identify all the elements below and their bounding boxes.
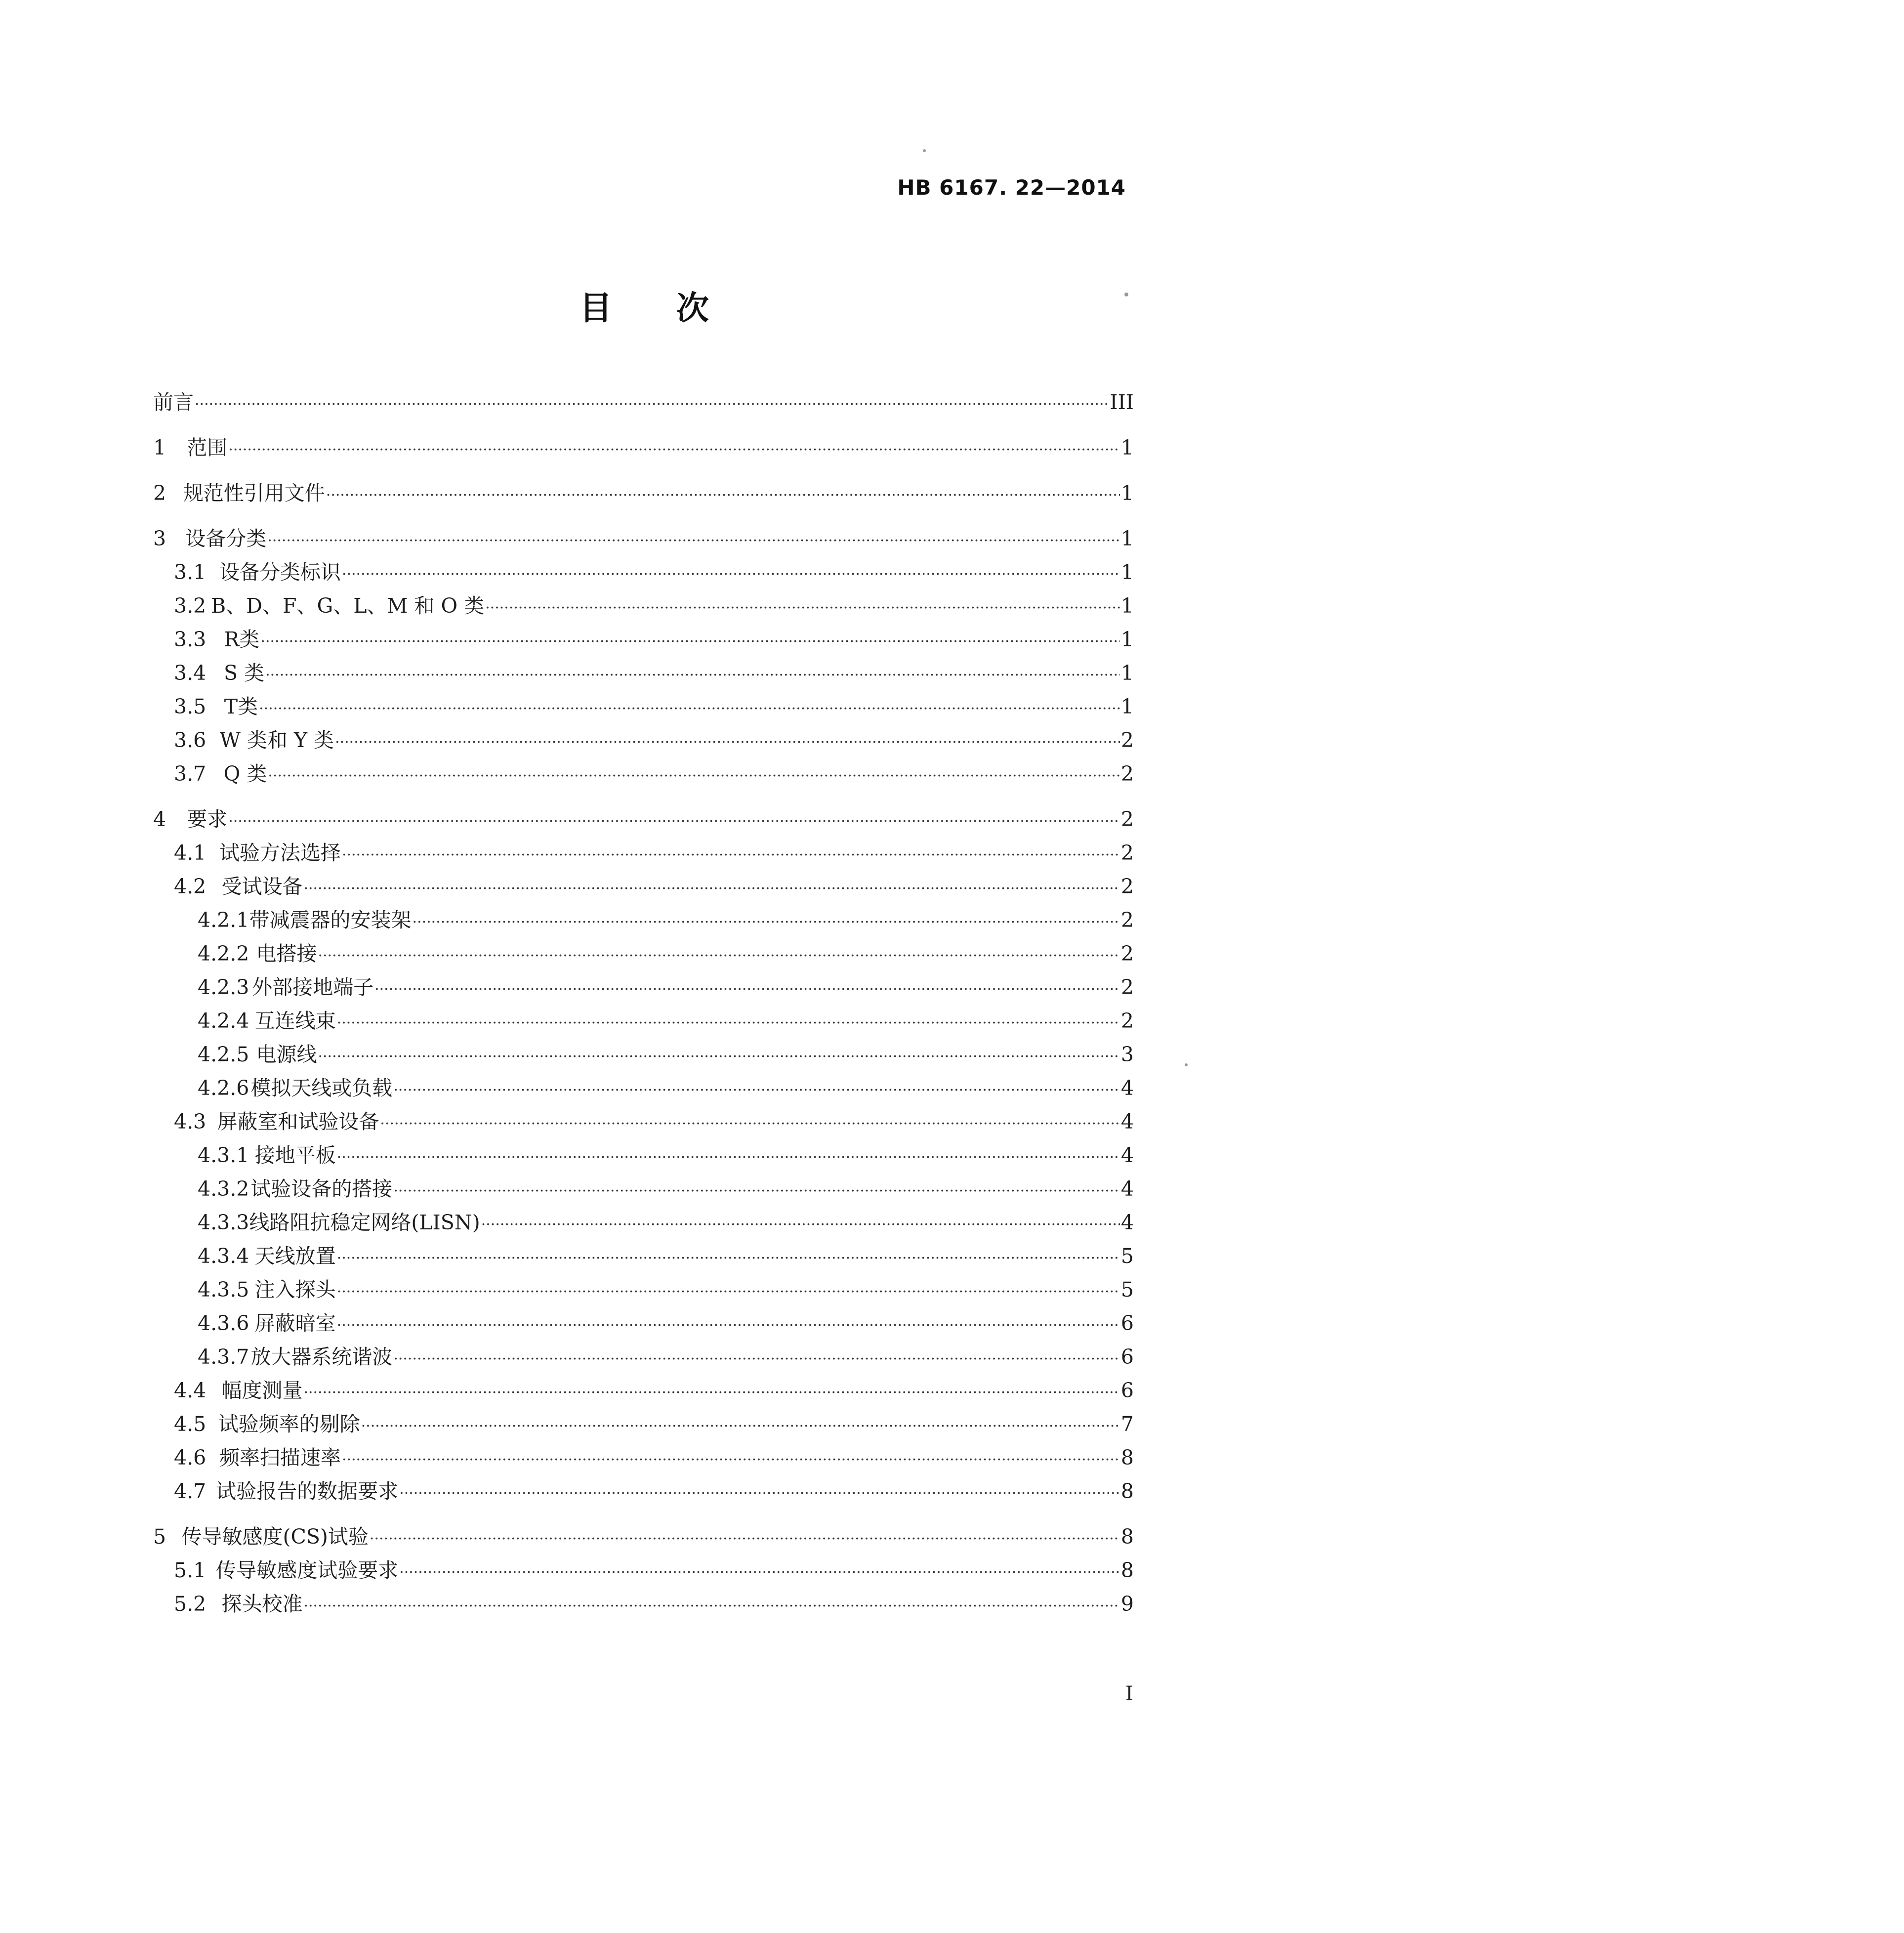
toc-entry-number: 4.2.4: [198, 1009, 249, 1033]
toc-entry-title: 设备分类: [185, 527, 267, 550]
toc-entry-number: 4.6: [174, 1446, 207, 1470]
toc-entry-number: 4.3.7: [198, 1345, 249, 1369]
toc-entry-number: 4.3.5: [198, 1278, 249, 1302]
toc-entry[interactable]: [153, 656, 1134, 690]
toc-entry-page: 2: [1120, 807, 1134, 831]
toc-entry-page: 2: [1120, 875, 1134, 898]
toc-entry-number: 1: [153, 436, 166, 460]
toc-entry-page: 8: [1120, 1558, 1134, 1582]
dot-leader: [337, 1242, 1120, 1275]
toc-entry-title: W 类和 Y 类: [219, 728, 334, 752]
toc-entry-title: 试验报告的数据要求: [216, 1479, 399, 1503]
scan-speck: [1185, 1063, 1188, 1066]
toc-entry-number: 4.2.1: [198, 908, 249, 932]
toc-entry[interactable]: [153, 802, 1134, 836]
toc-entry-page: 7: [1120, 1412, 1134, 1436]
dot-leader: [337, 1141, 1120, 1175]
dot-leader: [393, 1175, 1120, 1208]
toc-entry-page: 1: [1120, 695, 1134, 718]
dot-leader: [303, 1376, 1119, 1410]
toc-entry-page: 2: [1120, 908, 1134, 932]
toc-entry[interactable]: [153, 836, 1134, 870]
toc-entry-title: 接地平板: [254, 1143, 336, 1167]
toc-entry[interactable]: [153, 1520, 1134, 1554]
dot-leader: [337, 1007, 1120, 1040]
toc-entry-title: Q 类: [223, 762, 267, 786]
toc-entry-number: 3.4: [174, 661, 207, 685]
toc-entry[interactable]: [153, 1340, 1134, 1374]
toc-entry-number: 5.2: [174, 1592, 207, 1616]
toc-entry-page: 1: [1120, 594, 1134, 618]
dot-leader: [259, 692, 1120, 726]
toc-entry-page: III: [1110, 390, 1134, 414]
toc-entry-title: 放大器系统谐波: [250, 1345, 393, 1369]
toc-entry[interactable]: [153, 1441, 1134, 1474]
dot-leader: [393, 1343, 1120, 1376]
toc-entry-title: 屏蔽室和试验设备: [217, 1110, 379, 1134]
page-number: I: [1125, 1682, 1133, 1705]
toc-entry-title: 模拟天线或负载: [250, 1076, 393, 1100]
dot-leader: [318, 939, 1119, 973]
toc-entry-number: 4.3.2: [198, 1177, 249, 1201]
toc-entry[interactable]: [153, 1554, 1134, 1587]
table-of-contents: [153, 385, 1134, 1621]
toc-entry-page: 1: [1120, 560, 1134, 584]
toc-entry[interactable]: [153, 1474, 1134, 1508]
toc-entry[interactable]: [153, 1105, 1134, 1138]
toc-entry-title: S 类: [223, 661, 265, 685]
toc-entry-title: 探头校准: [221, 1592, 303, 1616]
toc-entry-number: 5: [153, 1525, 166, 1549]
toc-entry[interactable]: [153, 937, 1134, 970]
toc-entry-title: 传导敏感度(CS)试验: [181, 1525, 369, 1549]
toc-entry-title: T类: [224, 695, 258, 718]
toc-entry-title: 频率扫描速率: [219, 1446, 341, 1470]
toc-entry[interactable]: [153, 1172, 1134, 1206]
toc-entry-number: 3.6: [174, 728, 207, 752]
toc-entry-title: 试验频率的剔除: [218, 1412, 360, 1436]
toc-entry-page: 1: [1120, 527, 1134, 550]
toc-entry-number: 3: [153, 527, 166, 550]
document-code: HB 6167. 22—2014: [897, 175, 1126, 200]
toc-entry-page: 5: [1120, 1244, 1134, 1268]
toc-entry-title: 试验设备的搭接: [250, 1177, 393, 1201]
dot-leader: [326, 479, 1120, 512]
toc-entry-page: 2: [1120, 975, 1134, 999]
dot-leader: [342, 558, 1120, 591]
toc-entry-page: 6: [1120, 1379, 1134, 1402]
scan-speck: [1124, 293, 1128, 296]
toc-entry-page: 6: [1120, 1311, 1134, 1335]
toc-entry-number: 4.2: [174, 875, 207, 898]
toc-entry-page: 2: [1120, 1009, 1134, 1033]
toc-entry[interactable]: [153, 870, 1134, 903]
dot-leader: [342, 839, 1120, 872]
toc-entry-number: 4.4: [174, 1379, 207, 1402]
toc-entry-number: 4: [153, 807, 166, 831]
toc-entry[interactable]: [153, 555, 1134, 589]
dot-leader: [195, 388, 1109, 421]
dot-leader: [318, 1040, 1119, 1074]
toc-entry-title: 受试设备: [221, 875, 303, 898]
title-char-2: 次: [676, 289, 709, 327]
toc-entry-page: 1: [1120, 481, 1134, 505]
dot-leader: [374, 973, 1120, 1007]
toc-entry[interactable]: [153, 1138, 1134, 1172]
toc-entry-title: 屏蔽暗室: [254, 1311, 336, 1335]
toc-entry-page: 4: [1120, 1143, 1134, 1167]
toc-entry-page: 6: [1120, 1345, 1134, 1369]
toc-entry-page: 5: [1120, 1278, 1134, 1302]
toc-entry[interactable]: [153, 476, 1134, 510]
toc-entry[interactable]: [153, 1306, 1134, 1340]
dot-leader: [265, 659, 1120, 692]
page-title: [0, 282, 1288, 329]
dot-leader: [303, 872, 1119, 906]
toc-entry-page: 8: [1120, 1446, 1134, 1470]
toc-entry[interactable]: [153, 1273, 1134, 1306]
toc-entry[interactable]: [153, 903, 1134, 937]
dot-leader: [337, 1275, 1120, 1309]
dot-leader: [481, 1208, 1120, 1242]
toc-entry-number: 3.2: [174, 594, 207, 618]
toc-entry-number: 4.3.1: [198, 1143, 249, 1167]
dot-leader: [337, 1309, 1120, 1343]
toc-entry[interactable]: [153, 589, 1134, 623]
toc-entry-number: 4.3: [174, 1110, 207, 1134]
toc-entry-page: 3: [1120, 1043, 1134, 1066]
toc-entry[interactable]: [153, 385, 1134, 419]
toc-entry-title: B、D、F、G、L、M 和 O 类: [211, 594, 485, 618]
toc-entry-title: 外部接地端子: [252, 975, 374, 999]
toc-entry-page: 8: [1120, 1525, 1134, 1549]
dot-leader: [268, 759, 1120, 793]
toc-entry-page: 2: [1120, 942, 1134, 966]
toc-entry-title: 传导敏感度试验要求: [216, 1558, 399, 1582]
toc-entry[interactable]: [153, 431, 1134, 464]
dot-leader: [399, 1556, 1120, 1590]
toc-entry-page: 4: [1120, 1110, 1134, 1134]
dot-leader: [399, 1477, 1120, 1511]
toc-entry[interactable]: [153, 1587, 1134, 1621]
toc-entry-number: 4.7: [174, 1479, 207, 1503]
toc-entry[interactable]: [153, 1206, 1134, 1239]
toc-entry-title: 规范性引用文件: [183, 481, 325, 505]
toc-entry-number: 3.3: [174, 628, 207, 651]
toc-entry-title: 要求: [187, 807, 228, 831]
toc-entry-page: 1: [1120, 436, 1134, 460]
toc-entry-page: 8: [1120, 1479, 1134, 1503]
toc-entry[interactable]: [153, 1004, 1134, 1038]
toc-entry-title: 设备分类标识: [219, 560, 341, 584]
toc-entry[interactable]: [153, 723, 1134, 757]
toc-entry-page: 4: [1120, 1177, 1134, 1201]
toc-entry-number: 2: [153, 481, 166, 505]
toc-entry-page: 4: [1120, 1076, 1134, 1100]
toc-entry-number: 4.3.3: [198, 1211, 249, 1234]
toc-entry-number: 4.2.3: [198, 975, 249, 999]
toc-entry-number: 4.1: [174, 841, 207, 865]
toc-entry-page: 2: [1120, 841, 1134, 865]
toc-entry-page: 9: [1120, 1592, 1134, 1616]
toc-entry[interactable]: [153, 690, 1134, 723]
toc-entry-number: 4.3.4: [198, 1244, 249, 1268]
toc-entry-title: 幅度测量: [221, 1379, 303, 1402]
toc-entry-page: 2: [1120, 728, 1134, 752]
title-char-1: 目: [579, 289, 612, 327]
dot-leader: [260, 625, 1119, 659]
scan-speck: [923, 149, 926, 152]
toc-entry[interactable]: [153, 1239, 1134, 1273]
toc-entry-title: 范围: [187, 436, 228, 460]
toc-entry-page: 1: [1120, 661, 1134, 685]
toc-entry-page: 2: [1120, 762, 1134, 786]
dot-leader: [267, 524, 1120, 558]
toc-entry-number: 4.2.2: [198, 942, 249, 966]
dot-leader: [370, 1522, 1120, 1556]
toc-entry[interactable]: [153, 1038, 1134, 1071]
toc-entry-number: 5.1: [174, 1558, 207, 1582]
toc-entry[interactable]: [153, 623, 1134, 656]
toc-entry-number: 3.5: [174, 695, 207, 718]
toc-entry[interactable]: [153, 1071, 1134, 1105]
toc-entry-number: 3.7: [174, 762, 207, 786]
toc-entry[interactable]: [153, 1374, 1134, 1407]
toc-entry-title: R类: [224, 628, 260, 651]
toc-entry-title: 电搭接: [256, 942, 317, 966]
toc-entry[interactable]: [153, 757, 1134, 791]
dot-leader: [361, 1410, 1120, 1443]
dot-leader: [303, 1590, 1119, 1623]
dot-leader: [228, 805, 1120, 839]
toc-entry-title: 注入探头: [254, 1278, 336, 1302]
dot-leader: [335, 726, 1120, 759]
toc-entry-number: 4.2.6: [198, 1076, 249, 1100]
toc-entry-title: 天线放置: [254, 1244, 336, 1268]
toc-entry[interactable]: [153, 1407, 1134, 1441]
toc-entry-number: 4.3.6: [198, 1311, 249, 1335]
toc-entry-title: 线路阻抗稳定网络(LISN): [249, 1211, 480, 1234]
toc-entry-title: 带减震器的安装架: [249, 908, 412, 932]
toc-entry[interactable]: [153, 970, 1134, 1004]
toc-entry-page: 4: [1120, 1211, 1134, 1234]
toc-entry-title: 试验方法选择: [219, 841, 341, 865]
toc-entry-title: 前言: [153, 390, 194, 414]
dot-leader: [342, 1443, 1120, 1477]
dot-leader: [485, 591, 1120, 625]
toc-entry-title: 电源线: [256, 1043, 317, 1066]
toc-entry-number: 4.2.5: [198, 1043, 249, 1066]
toc-entry-number: 3.1: [174, 560, 207, 584]
dot-leader: [228, 433, 1120, 467]
dot-leader: [413, 906, 1120, 939]
toc-entry[interactable]: [153, 522, 1134, 555]
dot-leader: [380, 1107, 1119, 1141]
dot-leader: [393, 1074, 1120, 1107]
toc-entry-number: 4.5: [174, 1412, 207, 1436]
toc-entry-title: 互连线束: [254, 1009, 336, 1033]
toc-entry-page: 1: [1120, 628, 1134, 651]
